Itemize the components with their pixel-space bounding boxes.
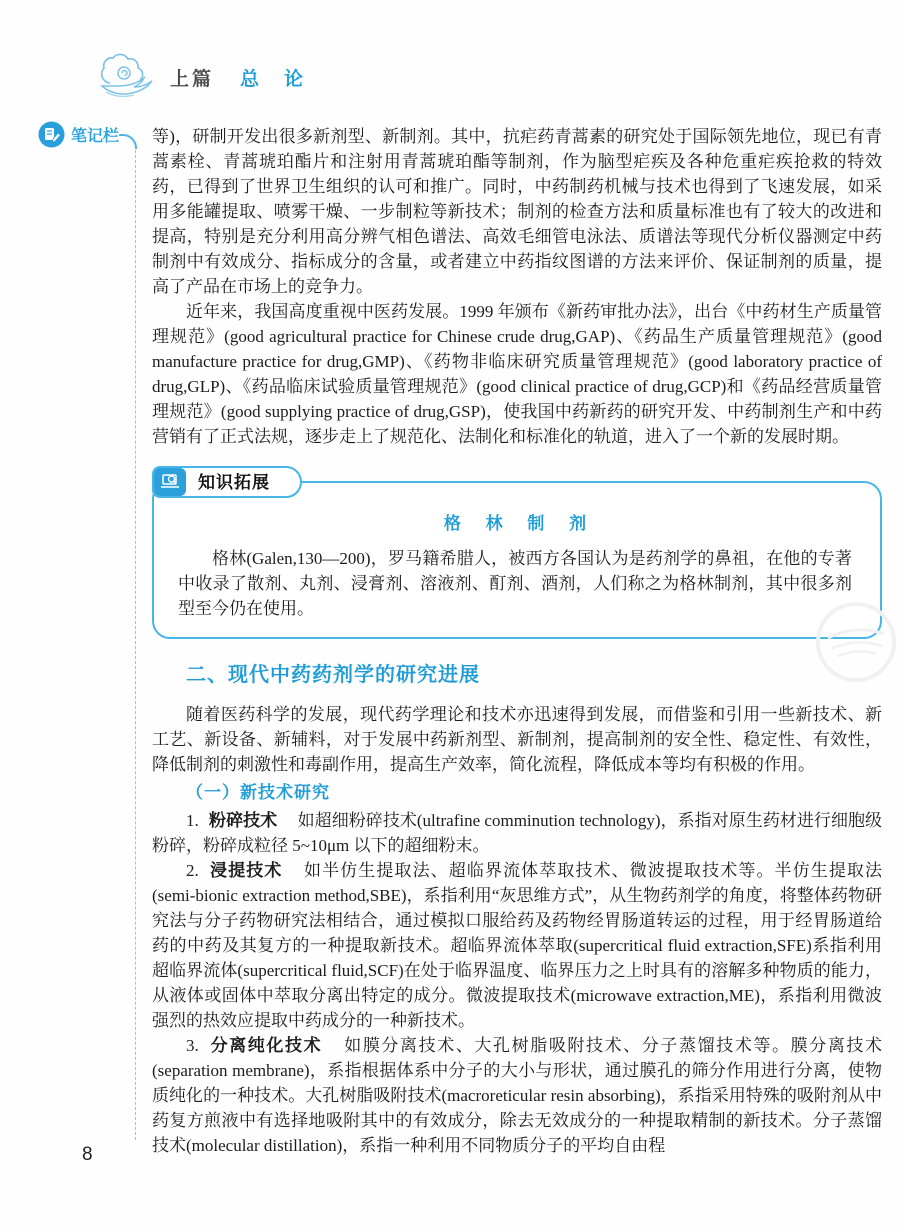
notepad-pen-icon [38,121,65,148]
part-label: 上篇 [170,68,215,90]
paragraph-continued: 等)，研制开发出很多新剂型、新制剂。其中，抗疟药青蒿素的研究处于国际领先地位，现已有青蒿素栓、青蒿琥珀酯片和注射用青蒿琥珀酯等制剂，作为脑型疟疾及各种危重疟疾抢救的特效药，已得到了世界卫生组织的认可和推广。同时，中药制药机械与技术也得到了飞速发展，如采用多能罐提取、喷雾干燥、一步制粒等新技术；制剂的检查方法和质量标准也有了较大的改进和提高，特别是充分利用高分辨气相色谱法、高效毛细管电泳法、质谱法等现代分析仪器测定中药制剂中有效成分、指标成分的含量，或者建立中药指纹图谱的方法来评价、保证制剂的质量，提高了产品在市场上的竞争力。 [152,127,882,296]
item-number: 2. [186,861,199,880]
laptop-magnifier-icon [154,468,186,496]
tech-item-3 [152,1033,882,1158]
section-heading: 二、现代中药药剂学的研究进展 [186,664,480,686]
item-number: 1. [186,811,199,830]
notes-label: 笔记栏 [71,128,120,145]
knowledge-box-tab-label: 知识拓展 [198,472,270,492]
paragraph-regulations: 近年来，我国高度重视中医药发展。1999 年颁布《新药审批办法》，出台《中药材生产质量管理规范》(good agricultural practice for Chinese crude drug,GAP)、《药品生产质量管理规范》(good manufacture practice for drug,GMP)、《药物非临床研究质量管理规范》(good laboratory practice of drug,GLP)、《药品临床试验质量管理规范》(good clinical practice of drug,GCP)和《药品经营质量管理规范》(good supplying practice of drug,GSP)，使我国中药新药的研究开发、中药制剂生产和中药营销有了正式法规，逐步走上了规范化、法制化和标准化的轨道，进入了一个新的发展时期。 [152,302,882,446]
notes-connector-curve [119,134,137,149]
tech-item-1 [152,808,882,858]
knowledge-box-tab [152,466,302,498]
item-text: 如膜分离技术、大孔树脂吸附技术、分子蒸馏技术等。膜分离技术(separation membrane)，系指根据体系中分子的大小与形状，通过膜孔的筛分作用进行分离，使物质纯化的一种技术。大孔树脂吸附技术(macroreticular resin absorbing)，系指采用特殊的吸附剂从中药复方煎液中有选择地吸附其中的有效成分，除去无效成分的一种提取精制的新技术。分子蒸馏技术(molecular distillation)，系指一种利用不同物质分子的平均自由程 [152,1036,883,1155]
notes-margin-line [135,150,136,1140]
cloud-icon [90,50,158,104]
tech-item-2 [152,858,882,1033]
section-intro-paragraph: 随着医药科学的发展，现代药学理论和技术亦迅速得到发展，而借鉴和引用一些新技术、新工艺、新设备、新辅料，对于发展中药新剂型、新制剂，提高制剂的安全性、稳定性、有效性，降低制剂的刺激性和毒副作用，提高生产效率，简化流程，降低成本等均有积极的作用。 [152,705,882,774]
item-term: 分离纯化技术 [210,1036,323,1055]
item-text: 如半仿生提取法、超临界流体萃取技术、微波提取技术等。半仿生提取法(semi-bionic extraction method,SBE)，系指利用“灰思维方式”，从生物药剂学的角度，将整体药物研究法与分子药物研究法相结合，通过模拟口服给药及药物经胃肠道转运的过程，用于经胃肠道给药的中药及其复方的一种提取新技术。超临界流体萃取(supercritical fluid extraction,SFE)系指利用超临界流体(supercritical fluid,SCF)在处于临界温度、临界压力之上时具有的溶解多种物质的能力，从液体或固体中萃取分离出特定的成分。微波提取技术(microwave extraction,ME)，系指利用微波强烈的热效应提取中药成分的一种新技术。 [152,861,883,1030]
publisher-logo-watermark [798,598,898,686]
sub-heading-new-tech: （一）新技术研究 [186,783,330,802]
knowledge-box-title: 格 林 制 剂 [443,514,597,533]
item-text: 如超细粉碎技术(ultrafine comminution technology)，系指对原生药材进行细胞级粉碎，粉碎成粒径 5~10μm 以下的超细粉末。 [152,811,883,855]
knowledge-expansion-box [152,472,882,639]
page-header [90,50,306,104]
page-number: 8 [82,1144,93,1165]
main-text-column [152,124,882,1158]
notes-column-tag [38,121,119,148]
item-term: 浸提技术 [210,861,283,880]
item-number: 3. [186,1036,199,1055]
section-label: 总 论 [240,68,307,90]
knowledge-box-body: 格林(Galen,130—200)，罗马籍希腊人，被西方各国认为是药剂学的鼻祖，在他的专著中收录了散剂、丸剂、浸膏剂、溶液剂、酊剂、酒剂，人们称之为格林制剂，其中很多剂型至今仍在使用。 [178,549,852,618]
item-term: 粉碎技术 [209,811,278,830]
